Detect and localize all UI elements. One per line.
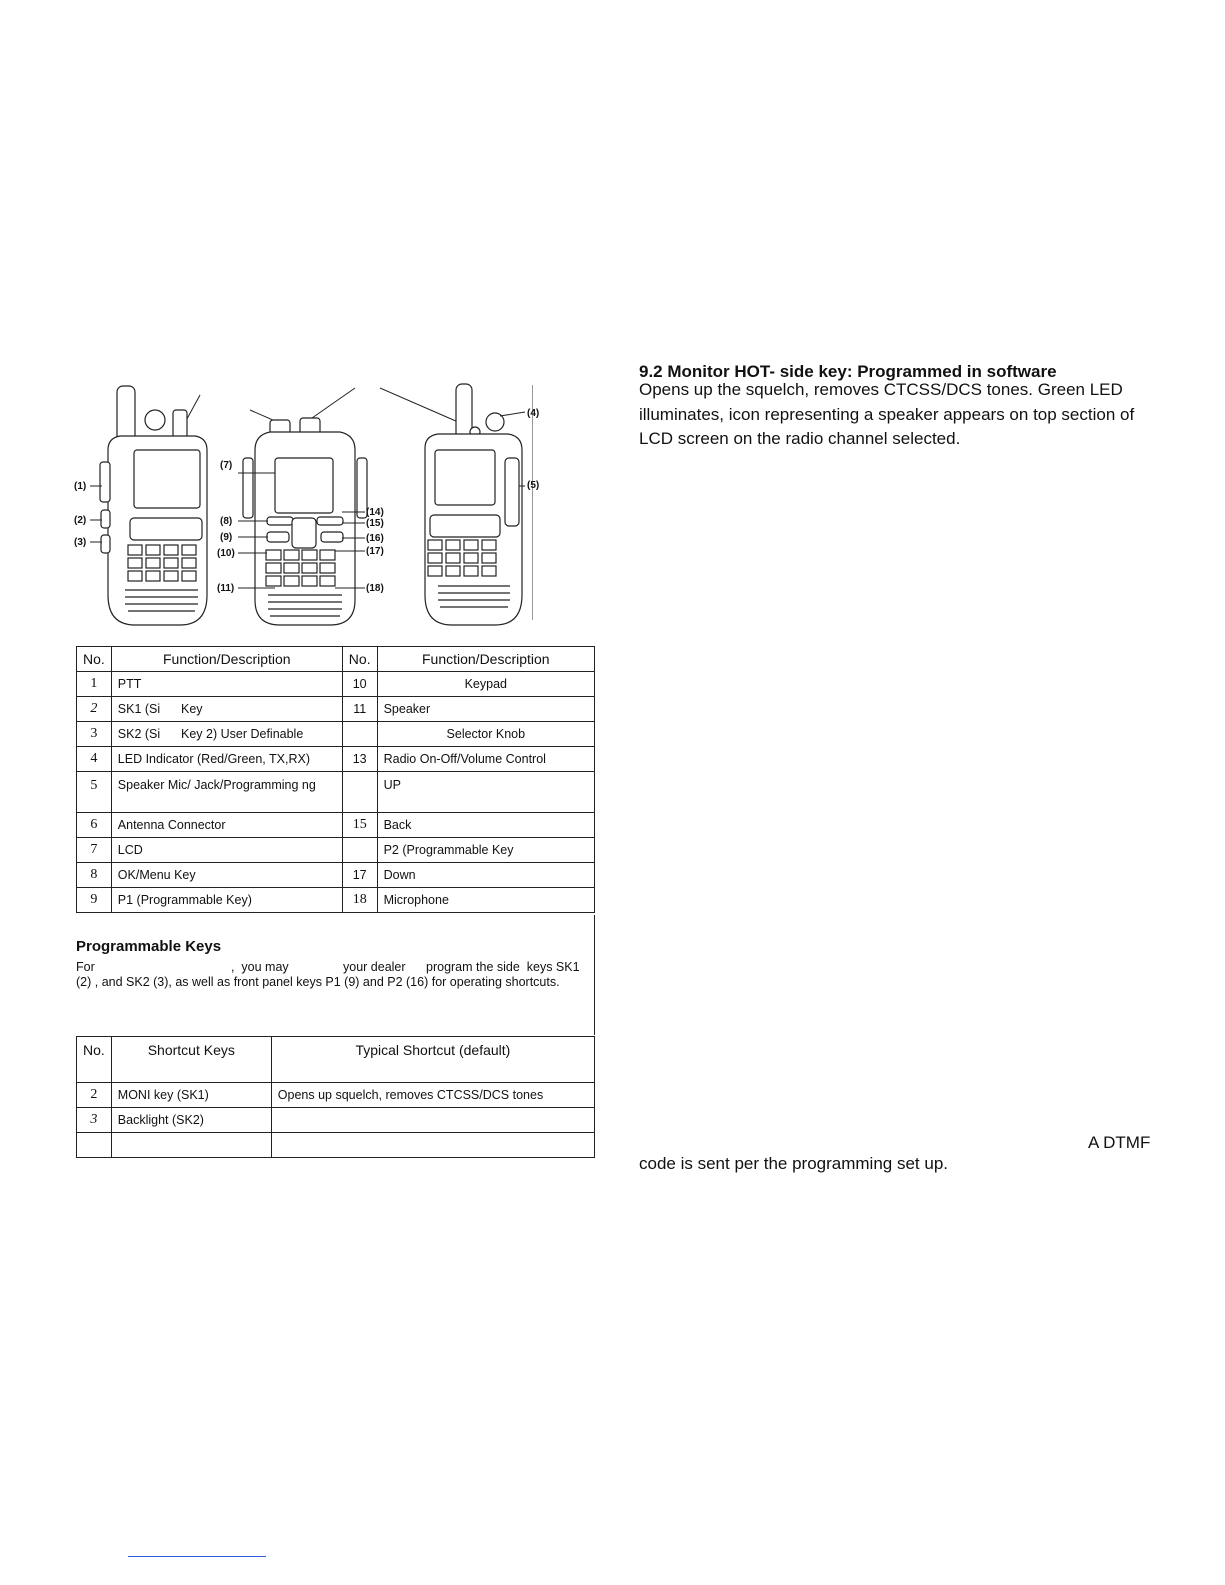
cell-no: 3 [77, 722, 112, 747]
prog-text-for: For [76, 960, 95, 974]
cell-desc: Radio On-Off/Volume Control [377, 747, 594, 772]
callout-8: (8) [220, 516, 233, 527]
table-row [77, 1133, 595, 1158]
prog-text-program: program the side keys SK1 [426, 960, 580, 974]
cell-no: 5 [77, 772, 112, 813]
callout-16: (16) [366, 533, 384, 544]
cell-no: 10 [342, 672, 377, 697]
cell-no: 17 [342, 863, 377, 888]
cell-desc: PTT [111, 672, 342, 697]
table-row [77, 672, 595, 697]
cell-no: 9 [77, 888, 112, 913]
header-function: Function/Description [111, 647, 342, 672]
programmable-keys-heading: Programmable Keys [76, 938, 222, 955]
prog-text-you-may: , you may [231, 960, 289, 974]
dtmf-text-line: code is sent per the programming set up. [639, 1154, 948, 1173]
cell-desc [271, 1108, 594, 1133]
cell-desc: P2 (Programmable Key [377, 838, 594, 863]
cell-no: 8 [77, 863, 112, 888]
prog-text-line2: (2) , and SK2 (3), as well as front panel keys P1 (9) and P2 (16) for operating shortcuts. [76, 975, 560, 989]
header-shortcut-keys: Shortcut Keys [111, 1037, 271, 1083]
callout-18: (18) [366, 583, 384, 594]
table-row [77, 722, 595, 747]
table-row [77, 813, 595, 838]
cell-desc: OK/Menu Key [111, 863, 342, 888]
header-no: No. [77, 647, 112, 672]
footer-link-underline[interactable] [128, 1556, 266, 1557]
cell-key: Backlight (SK2) [111, 1108, 271, 1133]
cell-no: 2 [77, 1083, 112, 1108]
cell-no [342, 838, 377, 863]
callout-14: (14) [366, 507, 384, 518]
cell-no: 1 [77, 672, 112, 697]
table-row [77, 863, 595, 888]
cell-desc: SK1 (Si Key [111, 697, 342, 722]
parts-table-header [77, 647, 595, 672]
table-row [77, 1083, 595, 1108]
section-heading: 9.2 Monitor HOT- side key: Programmed in software [639, 362, 1057, 381]
radio-left-view [100, 386, 207, 625]
callout-2: (2) [74, 515, 87, 526]
table-row [77, 772, 595, 813]
cell-desc: LCD [111, 838, 342, 863]
header-typical-shortcut: Typical Shortcut (default) [271, 1037, 594, 1083]
callout-1: (1) [74, 481, 87, 492]
parts-table [76, 646, 595, 913]
prog-text-dealer: your dealer [343, 960, 406, 974]
cell-desc: Keypad [377, 672, 594, 697]
section-body: Opens up the squelch, removes CTCSS/DCS tones. Green LED illuminates, icon representing a speaker appears on top section of LCD screen on the radio channel selected. [639, 380, 1135, 448]
cell-desc: Antenna Connector [111, 813, 342, 838]
cell-no: 11 [342, 697, 377, 722]
cell-desc: P1 (Programmable Key) [111, 888, 342, 913]
cell-no: 13 [342, 747, 377, 772]
radio-right-view [425, 384, 522, 625]
cell-desc: Microphone [377, 888, 594, 913]
table-row [77, 888, 595, 913]
cell-desc: SK2 (Si Key 2) User Definable [111, 722, 342, 747]
cell-no [342, 722, 377, 747]
callout-5: (5) [527, 480, 540, 491]
shortcut-table-header [77, 1037, 595, 1083]
cell-no: 2 [77, 697, 112, 722]
cell-no: 3 [77, 1108, 112, 1133]
cell-desc: Speaker Mic/ Jack/Programming ng [111, 772, 342, 813]
table-row [77, 1108, 595, 1133]
cell-no: 15 [342, 813, 377, 838]
prog-text-line1 [76, 960, 591, 975]
callout-15: (15) [366, 518, 384, 529]
cell-no: 7 [77, 838, 112, 863]
callout-17: (17) [366, 546, 384, 557]
callout-7: (7) [220, 460, 233, 471]
box-right-border [594, 915, 595, 1035]
header-function: Function/Description [377, 647, 594, 672]
cell-desc: Down [377, 863, 594, 888]
cell-desc: Opens up squelch, removes CTCSS/DCS tones [271, 1083, 594, 1108]
callout-9: (9) [220, 532, 233, 543]
cell-desc: UP [377, 772, 594, 813]
cell-desc: LED Indicator (Red/Green, TX,RX) [111, 747, 342, 772]
shortcut-table [76, 1036, 595, 1158]
cell-no: 4 [77, 747, 112, 772]
dtmf-text-fragment: A DTMF [1088, 1133, 1151, 1152]
table-row [77, 697, 595, 722]
cell-desc: Speaker [377, 697, 594, 722]
cell-desc: Back [377, 813, 594, 838]
cell-desc [271, 1133, 594, 1158]
header-no: No. [77, 1037, 112, 1083]
callout-10: (10) [217, 548, 235, 559]
header-no: No. [342, 647, 377, 672]
cell-key: MONI key (SK1) [111, 1083, 271, 1108]
cell-desc: Selector Knob [377, 722, 594, 747]
callout-4: (4) [527, 408, 540, 419]
programmable-keys-text [76, 960, 591, 990]
radio-diagram [70, 380, 570, 630]
cell-key [111, 1133, 271, 1158]
cell-no: 18 [342, 888, 377, 913]
cell-no [342, 772, 377, 813]
callout-11: (11) [217, 583, 235, 594]
table-row [77, 747, 595, 772]
cell-no: 6 [77, 813, 112, 838]
table-row [77, 838, 595, 863]
cell-no [77, 1133, 112, 1158]
callout-3: (3) [74, 537, 87, 548]
